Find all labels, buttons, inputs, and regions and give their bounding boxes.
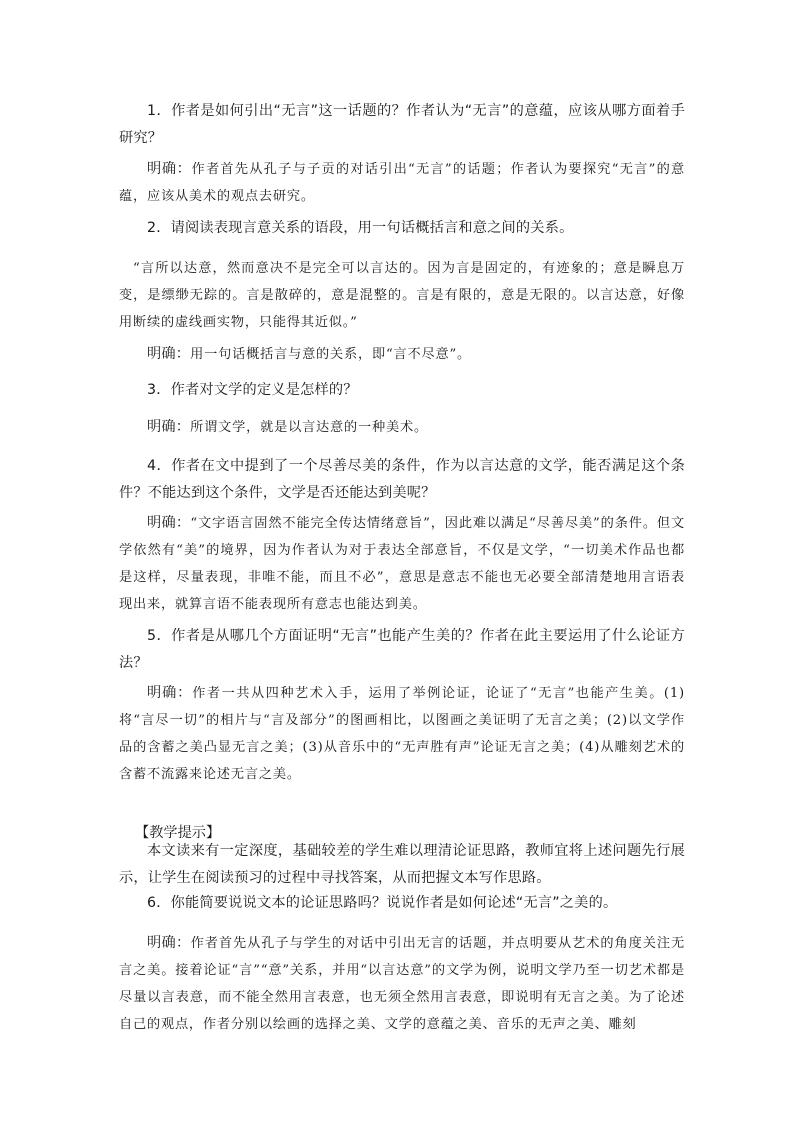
answer-1-text: 作者首先从孔子与子贡的对话引出“无言”的话题；作者认为要探究“无言”的意蕴，应该从美术的观点去研究。 (119, 162, 685, 204)
answer-4 (119, 510, 685, 618)
question-6: 6．你能简要说说文本的论证思路吗？说说作者是如何论述“无言”之美的。 (147, 895, 618, 911)
answer-1 (119, 156, 685, 210)
question-4: 4．作者在文中提到了一个尽善尽美的条件，作为以言达意的文学，能否满足这个条件？不能达到这个条件，文学是否还能达到美呢？ (119, 458, 685, 501)
question-5: 5．作者是从哪几个方面证明“无言”也能产生美的？作者在此主要运用了什么论证方法？ (119, 628, 685, 671)
answer-6-text: 作者首先从孔子与学生的对话中引出无言的话题，并点明要从艺术的角度关注无言之美。接着论证“言”“意”关系，并用“以言达意”的文学为例，说明文学乃至一切艺术都是尽量以言表意，而不能全然用言表意，也无须全然用言表意，即说明有无言之美。为了论述自己的观点，作者分别以绘画的选择之美、文学的意蕴之美、音乐的无声之美、雕刻 (119, 936, 685, 1032)
teaching-tip-body: 本文读来有一定深度，基础较差的学生难以理清论证思路，教师宜将上述问题先行展示，让学生在阅读预习的过程中寻找答案，从而把握文本写作思路。 (119, 843, 685, 886)
answer-4-text: “文字语言固然不能完全传达情绪意旨”，因此难以满足“尽善尽美”的条件。但文学依然有“美”的境界，因为作者认为对于表达全部意旨，不仅是文学，“一切美术作品也都是这样，尽量表现，非唯不能，而且不必”，意思是意志不能也无必要全部清楚地用言语表现出来，就算言语不能表现所有意志也能达到美。 (119, 516, 685, 612)
answer-5 (119, 680, 685, 788)
answer-2-text: 用一句话概括言与意的关系，即“言不尽意”。 (190, 347, 472, 362)
answer-3 (119, 414, 685, 441)
answer-6-label: 明确： (147, 935, 191, 951)
answer-6 (119, 930, 685, 1038)
answer-3-label: 明确： (147, 419, 191, 435)
answer-1-label: 明确： (147, 161, 192, 177)
answer-2 (119, 341, 685, 368)
answer-5-label: 明确： (147, 685, 193, 701)
answer-2-label: 明确： (147, 346, 191, 362)
answer-5-text: 作者一共从四种艺术入手，运用了举例论证，论证了“无言”也能产生美。(1)将“言尽一切”的相片与“言及部分”的图画相比，以图画之美证明了无言之美；(2)以文学作品的含蓄之美凸显无言之美；(3)从音乐中的“无声胜有声”论证无言之美；(4)从雕刻艺术的含蓄不流露来论述无言之美。 (119, 686, 685, 782)
answer-4-label: 明确： (147, 515, 191, 531)
teaching-tip-heading: 【教学提示】 (135, 825, 221, 841)
question-3: 3．作者对文学的定义是怎样的？ (147, 382, 358, 398)
question-2: 2．请阅读表现言意关系的语段，用一句话概括言和意之间的关系。 (147, 220, 574, 236)
quote-2: “言所以达意，然而意决不是完全可以言达的。因为言是固定的，有迹象的；意是瞬息万变，是缥缈无踪的。言是散碎的，意是混整的。言是有限的，意是无限的。以言达意，好像用断续的虚线画实物，只能得其近似。” (119, 261, 685, 330)
answer-3-text: 所谓文学，就是以言达意的一种美术。 (190, 420, 428, 435)
question-1: 1．作者是如何引出“无言”这一话题的？作者认为“无言”的意蕴，应该从哪方面着手研究？ (119, 103, 685, 146)
